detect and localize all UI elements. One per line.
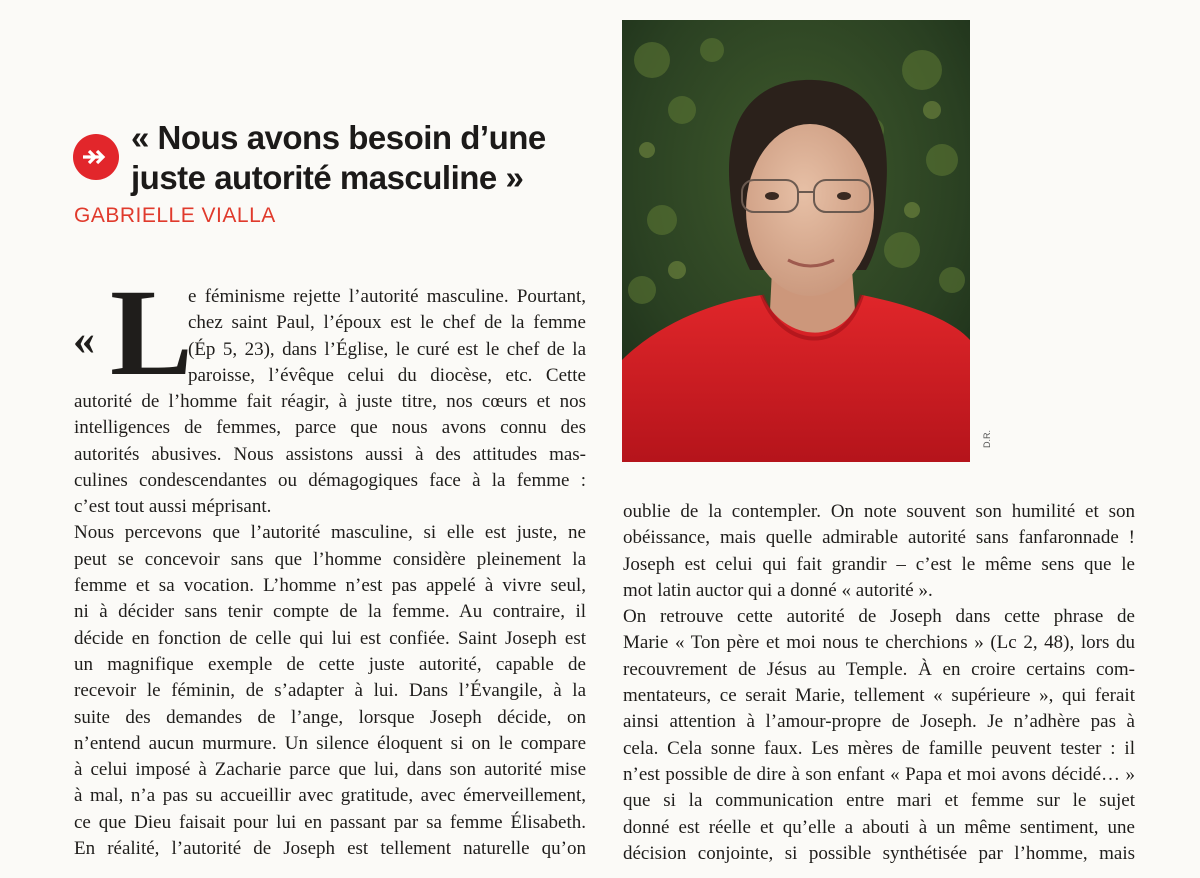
text-line: chez saint Paul, l’époux est le chef de la femme <box>188 312 586 334</box>
text-line: n’entend aucun murmure. Un silence éloquent si on le compare <box>74 732 586 754</box>
text-line: intelligences de femmes, parce que nous avons connu des <box>74 417 586 439</box>
text-line: que si la communication entre mari et femme sur le sujet <box>623 790 1135 812</box>
text-line: En réalité, l’autorité de Joseph est tellement naturelle qu’on <box>74 838 586 860</box>
opening-quote-mark: « <box>73 315 95 364</box>
text-line: Joseph est celui qui fait grandir – c’est le même sens que le <box>623 553 1135 575</box>
author-photo <box>622 20 970 462</box>
text-line: Marie « Ton père et moi nous te cherchions » (Lc 2, 48), lors du <box>623 632 1135 654</box>
text-line: paroisse, l’évêque celui du diocèse, etc. Cette <box>188 364 586 386</box>
author-byline: GABRIELLE VIALLA <box>74 204 276 227</box>
text-line: donné est réelle et qu’elle a abouti à un même sentiment, une <box>623 816 1135 838</box>
left-column-text <box>74 389 586 862</box>
text-line: autorités abusives. Nous assistons aussi à des attitudes mas- <box>74 443 586 465</box>
right-column-text <box>623 499 1135 867</box>
text-line: à celui imposé à Zacharie parce que lui, dans son autorité mise <box>74 759 586 781</box>
text-line: mot latin auctor qui a donné « autorité ». <box>623 579 933 601</box>
text-line: suite des demandes de l’ange, lorsque Joseph décide, on <box>74 706 586 728</box>
text-line: n’est possible de dire à son enfant « Papa et moi avons décidé… » <box>623 763 1135 785</box>
double-arrow-icon <box>73 134 119 180</box>
text-line: Nous percevons que l’autorité masculine, si elle est juste, ne <box>74 522 586 544</box>
text-line: un magnifique exemple de cette juste autorité, capable de <box>74 653 586 675</box>
text-line: peut se concevoir sans que l’homme considère pleinement la <box>74 548 586 570</box>
photo-credit: D.R. <box>982 430 992 448</box>
text-line: mentateurs, ce serait Marie, tellement « supérieure », qui ferait <box>623 685 1135 707</box>
text-line: recevoir le féminin, de s’adapter à lui. Dans l’Évangile, à la <box>74 680 586 702</box>
article-headline <box>131 118 601 198</box>
drop-cap-letter: L <box>110 264 193 401</box>
text-line: recouvrement de Jésus au Temple. À en croire certains com- <box>623 658 1135 680</box>
headline-line-2: juste autorité masculine » <box>131 159 524 196</box>
text-line: ce que Dieu faisait pour lui en passant par sa femme Élisabeth. <box>74 811 586 833</box>
text-line: décide en fonction de celle qui lui est confiée. Saint Joseph est <box>74 627 586 649</box>
text-line: autorité de l’homme fait réagir, à juste titre, nos cœurs et nos <box>74 391 586 412</box>
text-line: culines condescendantes ou démagogiques face à la femme : <box>74 469 586 491</box>
text-line: ainsi attention à l’amour-propre de Joseph. Je n’adhère pas à <box>623 711 1135 733</box>
intro-paragraph <box>188 284 586 389</box>
text-line: On retrouve cette autorité de Joseph dans cette phrase de <box>623 606 1135 628</box>
headline-line-1: « Nous avons besoin d’une <box>131 119 546 156</box>
text-line: (Ép 5, 23), dans l’Église, le curé est le chef de la <box>188 338 586 360</box>
text-line: obéissance, mais quelle admirable autorité sans fanfaronnade ! <box>623 527 1135 549</box>
text-line: ni à décider sans tenir compte de la femme. Au contraire, il <box>74 601 586 623</box>
text-line: décision conjointe, si possible synthétisée par l’homme, mais <box>623 842 1135 864</box>
text-line: femme et sa vocation. L’homme n’est pas appelé à vivre seul, <box>74 575 586 597</box>
text-line: cela. Cela sonne faux. Les mères de famille peuvent tester : il <box>623 737 1135 759</box>
text-line: oublie de la contempler. On note souvent son humilité et son <box>623 501 1135 522</box>
text-line: à mal, n’a pas su accueillir avec gratitude, avec émerveillement, <box>74 785 586 807</box>
text-line: e féminisme rejette l’autorité masculine. Pourtant, <box>188 286 586 307</box>
text-line: c’est tout aussi méprisant. <box>74 496 272 518</box>
